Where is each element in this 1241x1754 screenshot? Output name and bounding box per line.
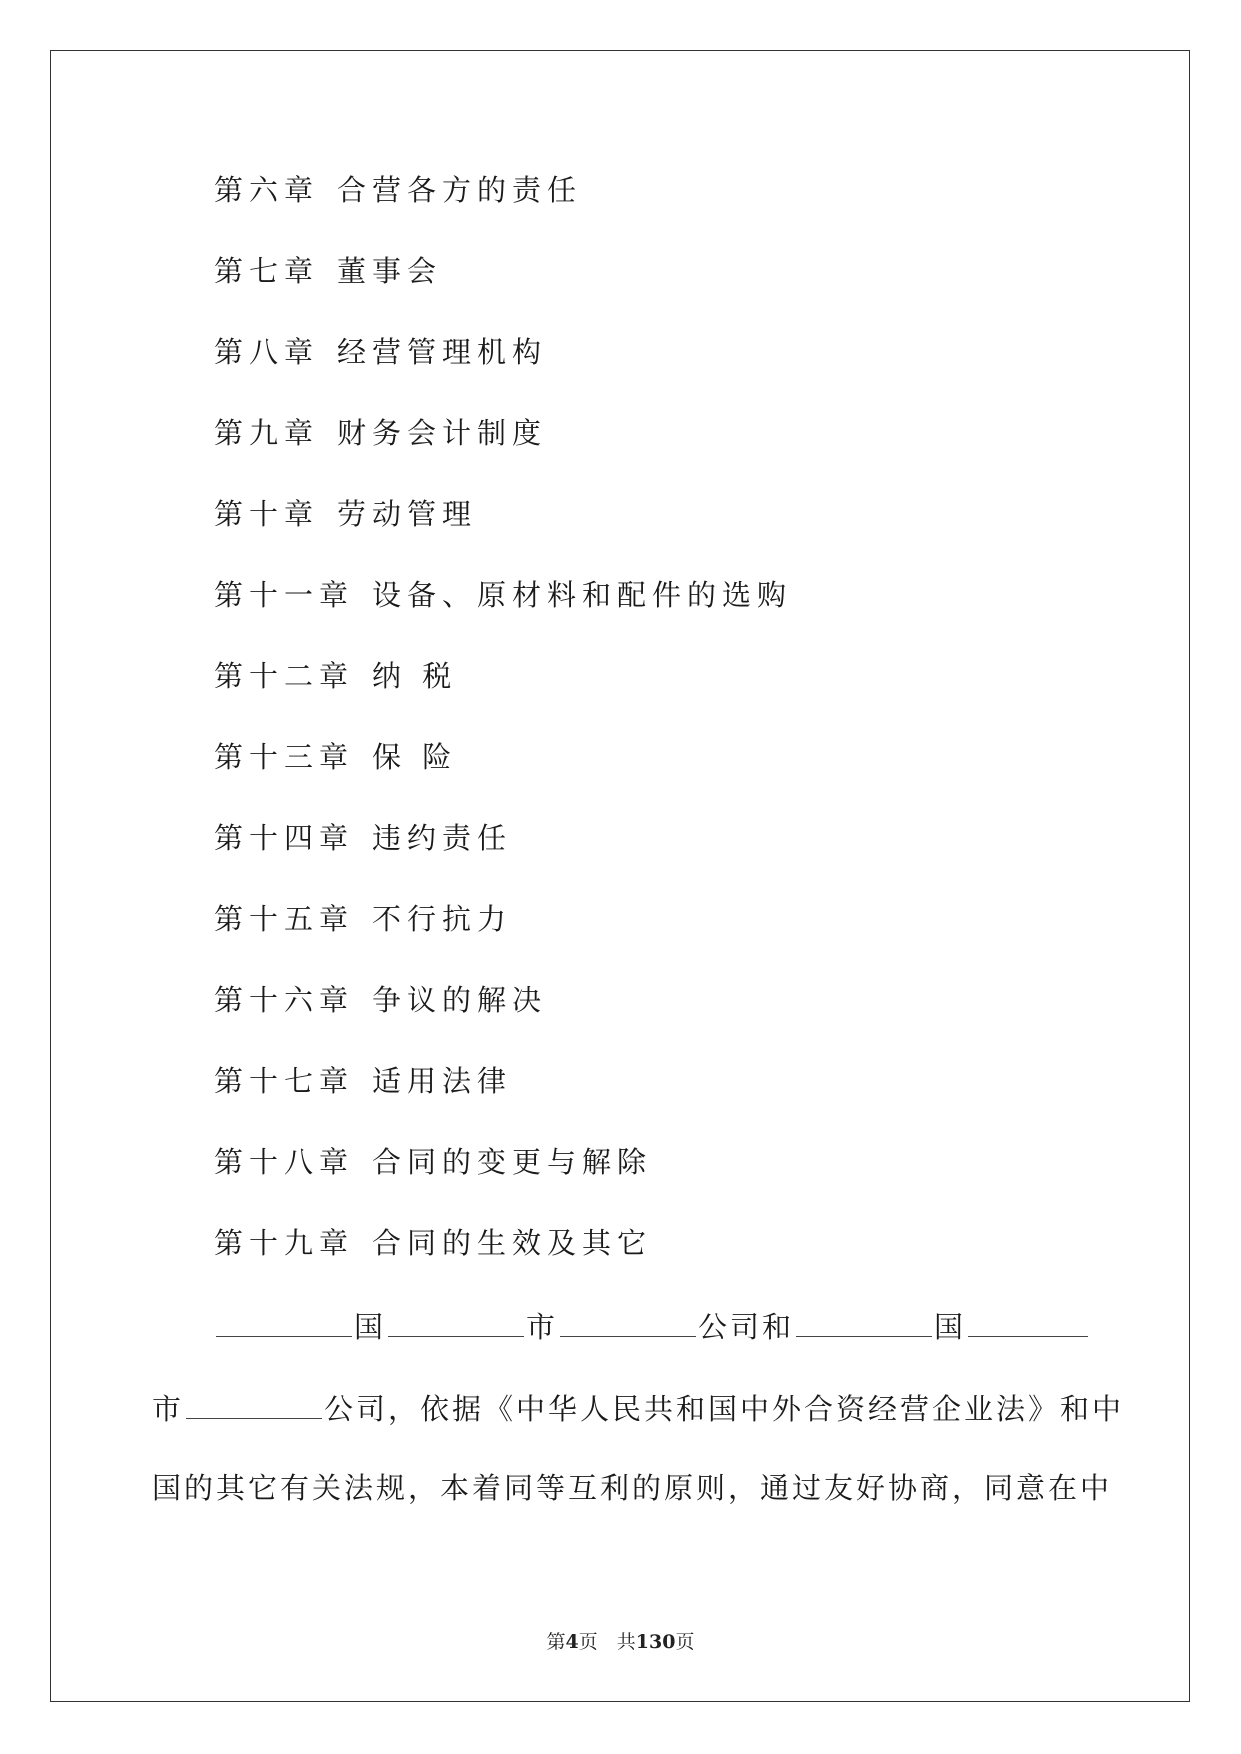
- toc-chapter-title: 违约责任: [372, 821, 513, 855]
- toc-chapter-title: 纳 税: [372, 659, 458, 693]
- paragraph-line-1: [214, 1310, 1090, 1342]
- toc-chapter-number: 第十二章: [214, 659, 355, 693]
- toc-item-17: [214, 1064, 513, 1098]
- blank-line: [968, 1310, 1088, 1337]
- blank-line: [186, 1392, 322, 1419]
- footer-text: 页: [675, 1631, 695, 1653]
- page-border: [50, 50, 1190, 1702]
- paragraph-line-3: 国的其它有关法规，本着同等互利的原则，通过友好协商，同意在中: [152, 1471, 1113, 1505]
- toc-chapter-title: 经营管理机构: [337, 335, 548, 369]
- toc-chapter-number: 第十章: [214, 497, 320, 531]
- page-footer: [0, 1627, 1241, 1654]
- paragraph-text: 市: [526, 1310, 559, 1344]
- toc-item-6: [214, 173, 583, 207]
- footer-text: 页 共: [578, 1631, 636, 1653]
- toc-item-9: [214, 416, 548, 450]
- toc-chapter-title: 不行抗力: [372, 902, 513, 936]
- toc-chapter-title: 设备、原材料和配件的选购: [372, 578, 793, 612]
- toc-item-11: [214, 578, 793, 612]
- toc-item-13: [214, 740, 458, 774]
- footer-text: 第: [546, 1631, 566, 1653]
- toc-chapter-number: 第六章: [214, 173, 320, 207]
- toc-item-10: [214, 497, 478, 531]
- toc-chapter-number: 第十九章: [214, 1226, 355, 1260]
- toc-chapter-title: 保 险: [372, 740, 458, 774]
- paragraph-text: 市: [152, 1392, 185, 1426]
- toc-chapter-number: 第十六章: [214, 983, 355, 1017]
- toc-item-19: [214, 1226, 653, 1260]
- toc-chapter-number: 第十四章: [214, 821, 355, 855]
- toc-chapter-number: 第十一章: [214, 578, 355, 612]
- toc-item-16: [214, 983, 548, 1017]
- toc-chapter-title: 适用法律: [372, 1064, 513, 1098]
- toc-chapter-number: 第十八章: [214, 1145, 355, 1179]
- blank-line: [216, 1310, 352, 1337]
- blank-line: [388, 1310, 524, 1337]
- toc-chapter-title: 合同的生效及其它: [372, 1226, 653, 1260]
- toc-chapter-title: 合同的变更与解除: [372, 1145, 653, 1179]
- toc-item-18: [214, 1145, 653, 1179]
- toc-chapter-title: 合营各方的责任: [337, 173, 583, 207]
- toc-chapter-number: 第十七章: [214, 1064, 355, 1098]
- blank-line: [560, 1310, 696, 1337]
- toc-chapter-title: 劳动管理: [337, 497, 478, 531]
- paragraph-text: 公司，依据《中华人民共和国中外合资经营企业法》和中: [324, 1392, 1125, 1426]
- toc-item-15: [214, 902, 513, 936]
- toc-chapter-title: 争议的解决: [372, 983, 548, 1017]
- toc-chapter-title: 财务会计制度: [337, 416, 548, 450]
- toc-item-12: [214, 659, 458, 693]
- paragraph-text: 公司和: [698, 1310, 795, 1344]
- toc-chapter-number: 第八章: [214, 335, 320, 369]
- toc-item-14: [214, 821, 513, 855]
- paragraph-text: 国: [934, 1310, 967, 1344]
- toc-chapter-title: 董事会: [337, 254, 443, 288]
- toc-item-8: [214, 335, 548, 369]
- toc-chapter-number: 第十三章: [214, 740, 355, 774]
- blank-line: [796, 1310, 932, 1337]
- toc-chapter-number: 第七章: [214, 254, 320, 288]
- paragraph-line-2: [152, 1392, 1124, 1424]
- total-pages: 130: [635, 1631, 676, 1653]
- page-number: 4: [565, 1631, 579, 1653]
- toc-chapter-number: 第九章: [214, 416, 320, 450]
- toc-chapter-number: 第十五章: [214, 902, 355, 936]
- paragraph-text: 国: [354, 1310, 387, 1344]
- toc-item-7: [214, 254, 443, 288]
